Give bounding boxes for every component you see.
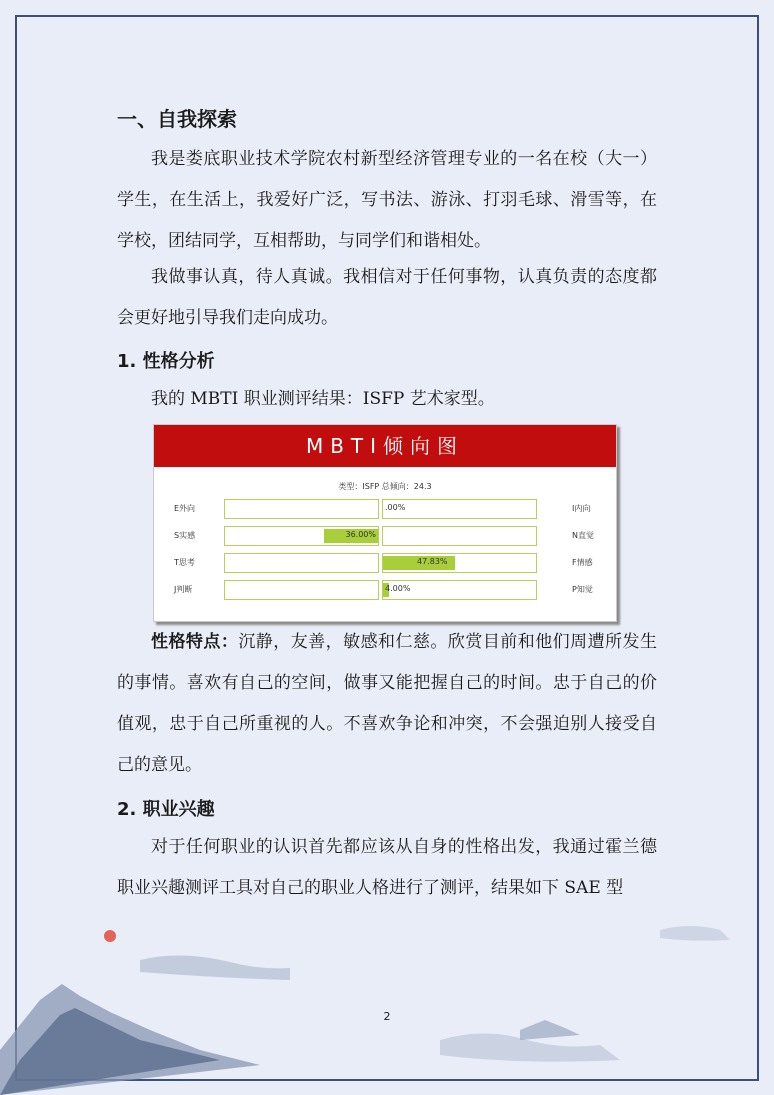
chart-row bbox=[154, 526, 616, 546]
dimension-left-label: J判断 bbox=[174, 585, 193, 594]
chart-row bbox=[154, 499, 616, 519]
bar-value-label: .00% bbox=[385, 503, 406, 512]
interest-heading: 2. 职业兴趣 bbox=[117, 799, 215, 820]
dimension-left-label: E外向 bbox=[174, 504, 196, 513]
traits-label: 性格特点： bbox=[151, 632, 239, 652]
bar-track-right bbox=[382, 499, 537, 519]
dimension-right-label: N直觉 bbox=[572, 531, 594, 540]
bar-track-left bbox=[224, 553, 379, 573]
chart-subtitle: 类型：ISFP 总倾向：24.3 bbox=[338, 482, 432, 491]
ink-mountain-decoration bbox=[0, 900, 774, 1095]
traits-paragraph bbox=[117, 622, 657, 786]
dimension-left-label: T思考 bbox=[174, 558, 195, 567]
page-number: 2 bbox=[383, 1010, 391, 1023]
interest-paragraph: 对于任何职业的认识首先都应该从自身的性格出发，我通过霍兰德职业兴趣测评工具对自己的职业人格进行了测评，结果如下 SAE 型 bbox=[117, 837, 657, 898]
chart-title: MBTI倾向图 bbox=[154, 425, 616, 467]
mbti-result-text: 我的 MBTI 职业测评结果：ISFP 艺术家型。 bbox=[151, 389, 495, 409]
mbti-chart bbox=[153, 424, 617, 622]
bar-track-right bbox=[382, 526, 537, 546]
section-heading: 一、自我探索 bbox=[117, 107, 237, 131]
dimension-right-label: I内向 bbox=[572, 504, 591, 513]
bar-value-label: 36.00% bbox=[345, 530, 376, 539]
intro-paragraph-2: 我做事认真，待人真诚。我相信对于任何事物，认真负责的态度都会更好地引导我们走向成功。 bbox=[117, 267, 657, 328]
bar-track-right bbox=[382, 553, 537, 573]
bar-track-left bbox=[224, 580, 379, 600]
dimension-right-label: F情感 bbox=[572, 558, 593, 567]
dimension-left-label: S实感 bbox=[174, 531, 196, 540]
personality-heading: 1. 性格分析 bbox=[117, 351, 215, 372]
bar-value-label: 47.83% bbox=[417, 557, 448, 566]
intro-paragraph-1: 我是娄底职业技术学院农村新型经济管理专业的一名在校（大一）学生，在生活上，我爱好广泛，写书法、游泳、打羽毛球、滑雪等，在学校，团结同学，互相帮助，与同学们和谐相处。 bbox=[117, 149, 657, 251]
dimension-right-label: P知觉 bbox=[572, 585, 593, 594]
bar-track-left bbox=[224, 526, 379, 546]
traits-text: 沉静，友善，敏感和仁慈。欣赏目前和他们周遭所发生的事情。喜欢有自己的空间，做事又能把握自己的时间。忠于自己的价值观，忠于自己所重视的人。不喜欢争论和冲突，不会强迫别人接受自己的意见。 bbox=[117, 632, 658, 775]
chart-row bbox=[154, 580, 616, 600]
bar-value-label: 4.00% bbox=[385, 584, 411, 593]
chart-row bbox=[154, 553, 616, 573]
bar-track-left bbox=[224, 499, 379, 519]
bar-track-right bbox=[382, 580, 537, 600]
